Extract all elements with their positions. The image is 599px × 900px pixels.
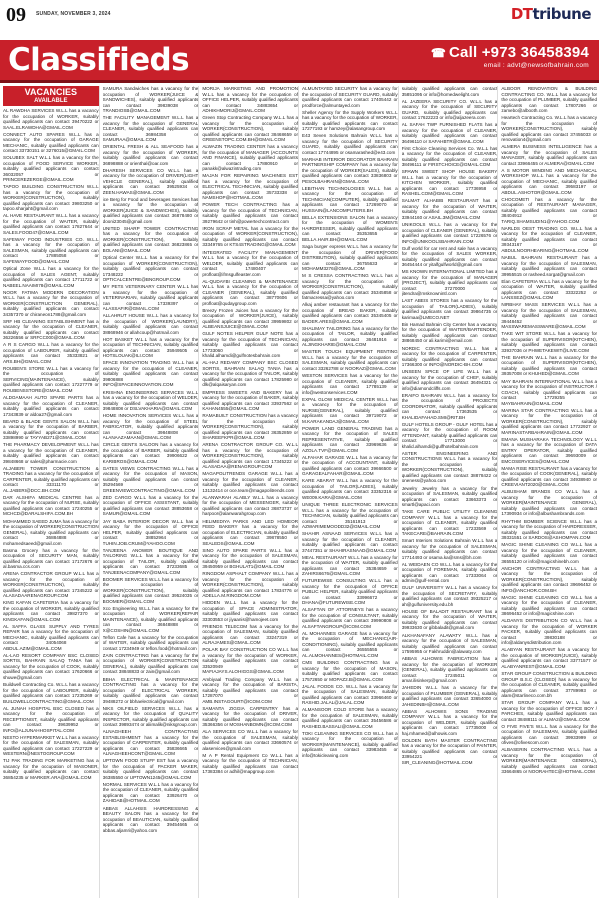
classified-ad: HOUSE OF BALADIT RESTAURANT has a vacancy for the occupation of WAITER, suitably qualified applicants can contact 39933630 or gibbaladit@gmail.com [401,608,498,631]
classified-ad: ALDOAMAAH AUTO SPARE PARTS has a vacancy for the occupation of CLEANER, suitably qualified applicants can contact 17343839 or aldoa27@gmail.com [3,395,99,417]
classified-ad: DHARESH SERVICES CO W.L.L has a vacancy for the occupation of DRIVER(LIGHT VEHICLE GENERAL), suitably qualified applicants can contact 39525934 or ZEEN.HAWAS@GMAIL.COM [102,167,199,195]
classified-ad: MAGIC SHINE CLEANING CO W.L.L has a vacancy for the occupation of CLEANER, suitably qualified applicants can contact 38696452 or info@magicshine.com [501,594,598,617]
classified-ad: SAMURA Sandwiches has a vacancy for the occupation of WORKER(JUICE & SANDWICHES), suitably qualified applicants can contact 39839038 or TRANDIOSB@GMAIL.COM [102,86,199,113]
classified-ad: Smart Interiors Solutions Bahrain W.L.L has a vacancy for the occupation of SALESMAN, suitably qualified applicants can contact 17714493 or osama.ka@sms@bh.com [401,538,498,560]
classified-ad: KARE ABARAT W.L.L has a vacancy for the occupation of TAILOR(LADIES), suitably qualified applicants can contact 33352316 or WE009.KARA@GMAIL.COM [302,478,398,500]
classified-ad: BBHA ELECTRICAL & MAINTENANCE CONTRACTING has a vacancy for the occupation of ELECTRICAL WORKER, suitably qualified applicants can contact 39488272 or bbhaelectrical@gmail.com [102,676,199,704]
classified-ad: ALDANYS DISTRIBUTION CO W.L.L has a vacancy for the occupation of WORKER PACKER, suitably qualified applicants can contact 39830188 or info@aldanysdistribution.com [501,618,598,646]
classified-ad: BOOMER SERVICES W.L.L has a vacancy for the occupation of WORKER(CONSTRUCTION), suitably qualified applicants can contact 39524035 or BOOMER@GMAIL.COM [102,576,199,604]
classified-ad: BELLA EXTENSIONS SALON has a vacancy for the occupation of WOMEN'S HAIRDRESSER, suitably qualified applicants can contact 35353655 or BELLA.HAIR.BH@GMAIL.COM [302,214,398,242]
classified-ad: ALWAZIN TRADING CENTER has a vacancy for the occupation of MANAGER (ACCOUNTS AND FINANCE), suitably qualified applicants can contact 17880910 or panakk@alwazintrading.com [202,144,299,172]
classified-ad: AL JUNAH HOSPITAL BSC CLOSED has a vacancy for the occupation of RECEPTIONIST, suitably qualified applicants can contact 39639952 or INFO@ALJUNAHHOSPITAL.COM [3,705,99,733]
classified-ad: GULF UNIVERSITY W.L.L has a vacancy for the occupation of SECRETARY, suitably qualified applicants can contact 39325217 or ah@gulfuniversity.edu.bh [401,585,498,607]
classified-ad: NIRBHAY MASS SERVICES W.L.L has a vacancy for the occupation of SALESMAN, suitably qualified applicants can contact 39448452 or MASSWAREMASSWARE@GMAIL.COM [501,302,598,330]
classified-ad: TOKI CLEANING SERVICES CO W.L.L has a vacancy for the occupation of WORKER(MAINTENANCE), suitably qualified applicants can contact 33983455 or info@tokicleaning.com [302,730,398,758]
classified-ad: CHOCOMETI has a vacancy for the occupation of RESTAURANT MANAGER, suitably qualified applicants can contact 38404912 or TARIQ.SHAMSUDIN1@YAHOO.COM [501,196,598,224]
classified-ad: NORMAL SERVICES W.L.L has a vacancy for the occupation of CLEANER, suitably qualified applicants can contact 33926470 or ZAHIDAB@HOTMAIL.COM [102,781,199,804]
classified-ad: MS KNOWN INTERNATIONAL LIMITED has a vacancy for the occupation of MANAGER (PROJECT), suitably qualified applicants can contact 37270000 or jitendra@msknownintl.com [401,269,498,297]
classified-ad: CONNECT AUTO SPARES W.L.L has a vacancy for the occupation of GARAGE MECHANIC, suitably qualified applicants can contact 33730151 or 3276015@GMAIL.COM [3,131,99,154]
classified-ad: THE FACILITY MANAGEMENT W.L.L has a vacancy for the occupation of GENERAL CLEANER, suitably qualified applicants can contact 36984358 or SAMURAA@GMAIL.COM [102,115,199,143]
classified-ad: EXPAL GLOW MEDICAL CENTER W.L.L has a vacancy for the occupation of NURSE(GENERAL), suitably qualified applicants can contact 39719072 or M.KARAKANDAJ@GMAIL.COM [302,396,398,424]
classified-ad: ASTER ENGINEERING AND CONSTRUCTIONS W.L.L has a vacancy for the occupation of WORKER(CONSTRUCTION), suitably qualified applicants can contact 38878422 or oneness@yahoo.com [401,450,498,484]
classified-ad: SHAHIR ASNAAD SERVICES W.L.L has a vacancy for the occupation of CLEANER, suitably qualified applicants can contact 37447351 or SHAHIRASNAAD@GMAIL.COM [302,531,398,553]
classified-ad: Alkaj amber restaurant has a vacancy for the occupation of BREAD BAKER, suitably qualified applicants can contact 35345405 or BADER.ARES@GMAIL.COM [302,302,398,324]
banner-title: Classifieds [8,42,190,78]
classified-ad: Bin Hamad Bahrain City Center has a vacancy for the occupation of WAITER/BARTENDER, suitably qualified applicants can contact 38868450 or ali.karimi@email.com [401,321,498,344]
classified-ad: ABBAS ALHOWIS SONS TRADING COMPANY W.L.L has a vacancy for the occupation of WELDER, suitably qualified applicants can contact 17735000 or haj.mhamed@alhowis.com [401,708,498,736]
classified-ad: HELIMEDIYA PARKS AND LED HOMEOR FEED BAKERY has a vacancy for the occupation of ELECTRICIAN, suitably qualified applicants can contact 39878550 or SEALEDS@GMAIL.COM [202,518,299,546]
classified-ad: STAR GROUP COMPANY W.L.L has a vacancy for the occupation of OFFICE BOY / PARCHES, suitably qualified applicants can contact 38488111 or ALMA2@GMAIL.COM [501,700,598,722]
classified-ad: AL RAWDHA SERVICES W.L.L has a vacancy for the occupation of WORKER, suitably qualified applicants can contact 39470222 or SAAL.ELRAWDHA@GMAIL.COM [3,108,99,130]
classified-ad: TAKE CARE PUBLIC UTILITY CLEANING COMPANY W.L.L has a vacancy for the occupation of CLEANER, suitably qualified applicants can contact 17233569 or TAKECARE@BAHRAIN.COM [401,509,498,537]
classified-ad: Xco Engineering W.L.L has a vacancy for the occupation of WORKER(REPAIR MAINTENANCE), suitably qualified applicants can contact 36848888 or X@COSHIN@GMAIL.COM [102,605,199,633]
classified-ad: POWER LAND GENERAL TRADING has a vacancy for the occupation of SALES REPRESENTATIVE, suitably qualified applicants can contact 33969636 or AZOLA.TVF@GMAIL.COM [302,425,398,453]
classified-ad: SOLUBEX SALT W.L.L has a vacancy for the occupation of FOOD SERVICE WORKER, suitably qualified applicants can contact 36032057 or PRINCEREZERGE@GMAIL.COM [3,155,99,183]
classified-ad: ALMANSOOR COLD STORE has a vacancy for the occupation of SALESMAN, suitably qualified applicants can contact 35456586 or RASHED.BASSALI@GMAIL.COM [302,707,398,729]
classified-ad: MAGAPOLITRENDS GARAGE W.L.L has a vacancy for the occupation of CLEANER, suitably qualified applicants can contact 13132414 or oce.team@magapolitrends.com [202,471,299,493]
classified-ad: MARINA STAR CONTRACTING W.L.L has a vacancy for the occupation of WORKER(CONSTRUCTION), suitably qualified applicants can contact 17722927 or MARINASTARBAHRAIN@GMAIL.COM [501,407,598,435]
classified-ad: UNIQUE THREE ELECTRONIC SERVICES W.L.L has a vacancy for the occupation of TECHNICIAN, suitably qualified applicants can contact 35161913 or AZWARIMEMOODD32@GMAIL.COM [302,502,398,529]
classified-ad: AL WEIDAEN CO W.L.L has a vacancy for the occupation of FOREMAN, suitably qualified applicants can contact 17333064 or admin@gulf-rental.com [401,561,498,584]
classified-ad: GOLDEN BATH MASTER CONTRACTING has a vacancy for the occupation of PAINTER, suitably qualified applicants can contact 33954221 or SIR_CLEANING@HOTMAIL.COM [401,737,498,765]
masthead-name: tribune [532,5,591,23]
classified-ad: Basma Grocery has a vacancy for the occupation of SECURITY MAN, suitably qualified applicants can contact 17172676 or al.basma.ccs.com [3,547,99,570]
classified-ad: A S MOTOR WINDING AND MECHANICAL WORKSHOP W.L.L has a vacancy for the occupation of MECHANIC, suitably qualified applicants can contact 39583197 or ABDUL.ASHOTOR@GMAIL.COM [501,167,598,195]
classified-ad: SINO AUTO SPARE PARTS W.L.L has a vacancy for the occupation of SALESMAN, suitably qualified applicants can contact 39450959 or BGHULAT1@GMAIL.COM [202,547,299,570]
classified-ad: JAY BABA INTERIOR DECOR W.L.L has a vacancy for the occupation of OFFICE HELPER, suitably qualified applicants can contact 38852964 or TUHIN.JOB.CRUM@YAHOO.COM [102,518,199,546]
listing-column [501,86,597,898]
classified-ad: MOHAMMED SAEED JUMA has a vacancy for the occupation of WORKER(CONSTRUCTION GENERAL), suitably qualified applicants can contact 36884888 or mohamedsaeed@gmail.com [3,518,99,546]
classified-ad: ALABYAN RESTAURANT has a vacancy for the occupation of WORKER(JUICE), suitably qualified applicants can contact 33771577 or ALABYANREST@GMAIL.COM [501,647,598,669]
classified-ad: SHALIMAY TAILORING has a vacancy for the occupation of TAILOR, suitably qualified applicants can contact 36481916 or ALJINGKHARIE@GMAIL.COM [302,325,398,348]
classified-ad: THE PHARMACY DEVELOPMENT W.L.L has a vacancy for the occupation of CLEANER, suitably qualified applicants can contact 39848668 or sales@pharmacie.com [3,442,99,464]
classified-ad: MARHAB INTERIOR DECORATOR BAHRAIN PARTNERSHIP COMPANY has a vacancy for the occupation of WORKER(SALES), suitably qualified applicants can contact 33836803 or PESOLBAHRAIN@GMAIL.COM [302,156,398,184]
classified-ad: AL SAFAH TWP FURNISHED FLATS has a vacancy for the occupation of CLEANER, suitably qualified applicants can contact 36496110 or SAFAHBTR@GMAIL.COM [401,122,498,144]
classified-ad: EMPRESS SWEETS AND BAKERY has a vacancy for the occupation of BAKER, suitably qualified applicants can contact 33937562 or KAHAN4555@GMAIL.COM [202,389,299,412]
classified-ad: ALJABERI TOWER CONSTRUCTION & TRADING has a vacancy for the occupation of CARPENTER, suitably qualified applicants can contact 33311170 or AL.JABERI@DCC.BH.COM [3,465,99,493]
classified-ad: NOOR FATIMA MODERN DECORATION W.L.L has a vacancy for the occupation of WORKER(CONSTRUCTION GENERAL), suitably qualified applicants can contact 34357370 or chiraneon1788@gmail.com [3,289,99,317]
classified-ad: GULF HOTELS GROUP - GULF HOTEL has a vacancy for the occupation of ROOM ATTENDANT, suitably qualified applicants can contact 17713000 or khalid.alhamdi@gulfhotelbahrain.com [401,421,498,449]
classified-ad: CMS BUILDING CONTRACTING has a vacancy for the occupation of MASON, suitably qualified applicants can contact 17572650 or MOPAZ2.B@GMAIL.COM [302,660,398,682]
classified-ad: IRON SCRAP METAL has a vacancy for the occupation of WORKER(CONSTRUCTION), suitably qualified applicants can contact 33349765 or KTS4STRADING@GMAIL.COM [202,225,299,248]
classified-ad: FRIENDS TELECOM has a vacancy for the occupation of SALESMAN, suitably qualified applicants can contact 33247319 or ALRAJAMES@GMAIL.COM [202,623,299,646]
classified-ad: MEAL RESTAURANT W.L.L has a vacancy for the occupation of WAITER, suitably qualified applicants can contact 35384659 or ZAHIRS6676@GMAIL.COM [302,554,398,577]
classified-ad: SAFEWAY FOOD INDUSTRIES CO. W.L.L has a vacancy for the occupation of SALESMAN, suitably qualified applicants can contact 17885058 or SAFEWAYFOOD@GMAIL.COM [3,236,99,264]
classified-ad: ALSAFTAN OF ATTORNEYS has a vacancy for the occupation of CONSULTANT, suitably qualified applicants can contact 39990808 or ALSAFTANGROUP@ICOM.COM [302,607,398,629]
classified-ad: GATES VIEWS CONTRACTING W.L.L has a vacancy for the occupation of MASON, suitably qualified applicants can contact 35294569 or GREENVIEWCONTRACTING@GMAIL.COM [102,465,199,493]
classified-ad: KRISHNA ENGINEERING SERVICES W.L.L has a vacancy for the occupation of WELDER, suitably qualified applicants can contact 39848808 or DSLVAKHARIA@GMAIL.COM [102,389,199,412]
classified-ad: KING KAFAN CAFETERIA has a vacancy for the occupation of WORKER, suitably qualified applicants can contact 39827370 or KINGKAFAN@GMAIL.COM [3,600,99,622]
classified-ad: DAR ALSHIFA MEDICAL CENTRE has a vacancy for the occupation of NURSE, suitably qualified applicants can contact 17240255 or MCHCD@DARALSHIFA.COM.BH [3,494,99,517]
classified-ad: UNIKOOLS W.L.L has a vacancy for the occupation of CLEANER (GENERAL), suitably qualified applicants can contact 17226576 or INFO@UNIKOOLSBAHRAIN.COM [401,222,498,244]
classified-ad: ZAIN CONTRACTING has a vacancy for the occupation of WORKER(CONSTRUCTION GENERAL), suitably qualified applicants can contact 38848833 or zain@gmail.com [102,652,199,675]
classified-ad: ABBAS ALLAHSIS HAIRDRESSING & BEAUTY SALON has a vacancy for the occupation of BEAUTICIAN, suitably qualified applicants can contact 39454665 or abbas.aljamri@yahoo.com [102,805,199,833]
classified-ad: Sheller Agency for the Supply Workers W.L.L has a vacancy for the occupation of WORKER, suitably qualified applicants can contact 17277193 or hamzey@alasangroup.com [302,109,398,132]
classified-ad: Heartech Contracting Co. W.L.L has a vacancy for the occupation of WORKER(CONSTRUCTION), suitably qualified applicants can contact 37455033 or renovation4@gmail.com [501,115,598,143]
classified-ad: MAGIC SHINE CLEANING CO W.L.L has a vacancy for the occupation of CLEANER, suitably qualified applicants can contact 36555120 or info@magicshinebh.com [501,542,598,564]
classified-ad: MAJAN FOR REPAIRING MACHINES EST has a vacancy for the occupation of ELECTRICAL TECHNICIAN, suitably qualified applicants can contact 35733338 or NAMSHOP@HOTMAIL.COM [202,173,299,201]
classified-ad: MAMA RISE RESTAURANT has a vacancy for the occupation of COOK(GENERAL), suitably qualified applicants can contact 34938940 or CREEVIANT2020@GMAIL.COM [501,465,598,488]
classified-ad: ALBOOR RENOVATION & BUILDING CONTRACTING CO. W.L.L has a vacancy for the occupation of PLUMBER, suitably qualified applicants can contact 17807266 or zamebo@albooth.com [501,86,598,113]
classified-ad: Breezy Frozen Juices has a vacancy for the occupation of WORKER(JUICE), suitably qualified applicants can contact 39959802 or ALBEANSJUICE@GMAIL.COM [202,307,299,330]
vacancies-header [3,86,99,106]
classified-ad: ALNAGHEEH CONTRACTING ESTABLISHMENT has a vacancy for the occupation of CARPENTER, suitably qualified applicants can contact 35836665 or ALNAGHEEHCONT@GMAIL.COM [102,729,199,757]
classified-ad: POLAR BAY CONSTRUCTION CO W.L.L has a vacancy for the occupation of WORKER, suitably qualified applicants can contact 33520949 or MAFIAJAYS.ALOHIGGS@GMAIL.COM [202,647,299,675]
vacancies-title: VACANCIES [24,87,77,97]
classified-ad: FUTUREWISE CONSULTING W.L.L has a vacancy for the occupation of OFFICE PUBLIC HELPER, suitably qualified applicants can contact 33996672 or DHANA@FUTUREWISE.COM [302,578,398,606]
classified-ad: AL-QUDAYBI CLEANING & MAINTENANCE W.L.L has a vacancy for the occupation of CLEANER (GENERAL), suitably qualified applicants can contact 38770606 or profloat@qudaygroup.com [202,278,299,306]
listing-column [202,86,299,898]
classified-ad: UNITED SHARP TOWER CONTRACTING has a vacancy for the occupation of WORKER(CONSTRUCTION), suitably qualified applicants can contact 36823865 or BOLANI@GMAIL.COM [102,225,199,253]
classified-ad: NABUL BAHRAIN RESTAURANT has a vacancy for the occupation of SALESMAN, suitably qualified applicants can contact 39955515 or rasheed.sorgat@gmail.com [501,255,598,277]
classified-ad: LEBITHAN TECHNOLOGIES W.L.L has a vacancy for the occupation of TECHNICIAN(COMPUTER), suitably qualified applicants can contact 17269070 or HUSSAIN@LANCOMPUTERS.BH [302,185,398,213]
classified-ad: ABBAS ALHOWIS FABRICATION has a vacancy for the occupation of WORKER (GENERAL), suitably qualified applicants can contact 17245011 or amar.ilisinkerp@gmail.com [401,656,498,684]
classified-ad: STAR GROUP CONSTRUCTION & BUILDING GROUP B.S.C (CLOSED) has a vacancy for the occupation of CLEANER, suitably qualified applicants can contact 37789993 or alam@starlineco.com.bh [501,671,598,699]
classifieds-banner [0,40,599,80]
classified-ad: Elan CAFETERIA W.L.L has a vacancy for the occupation of WAITER, suitably qualified applicants can contact 33322252 or LANSSEZ@GMAIL.COM [501,278,598,301]
classified-ad: E43 Seven Solutions Bahrain W.L.L has a vacancy for the occupation of SECURITY GUARD, suitably qualified applicants can contact 17744895 or osamarashed@e43.com [302,133,398,155]
classified-ad: ALA SERVICES CO W.L.L has a vacancy for the occupation of SALESMAN, suitably qualified applicants can contact 33660574 or alaservices@gmail.com [202,729,299,751]
classified-ad: AL-LAO RESORT COMPANY BSC CLOSED SORTIS, BAHRAIN SALAQ TANIA has a vacancy for the occupation of COOK, suitably qualified applicants can contact 17620666 or shuwe@gmail.com [3,652,99,680]
classified-ad: BEARD & BLADE GENTS SALON W.L.L has a vacancy for the occupation of BARBER, suitably qualified applicants can contact 33898990 or TAYYAB271@GMAIL.COM [3,418,99,441]
classified-ad: UPTOWN FOOD STUFF EST has a vacancy for the occupation of PACKER MAKER, suitably qualified applicants can contact 36385550 or UPTOWN1245@GMAIL.COM [102,758,199,780]
classified-ad: ARENA CONTRACTOR GROUP W.L.L has a vacancy for the occupation of WORKER(CONSTRUCTION), suitably qualified applicants can contact 17345222 or ALASADAARENAGROUP.COM [3,571,99,599]
classified-ad: SPACE INNOVATION TRADING W.L.L has a vacancy for the occupation of CLEANER, suitably qualified applicants can contact 39806888 or INFO@SPACEINNOVATION.COM [102,360,199,388]
classified-ad: Buildwell Contracting Co. W.L.L has a vacancy for the occupation of LABOURER, suitably qualified applicants can contact 17235269 or BUILDWELLCONTRACTING@GMAIL.COM [3,682,99,704]
classified-ad: suitably qualified applicants can contact 35851095 or info@homedwelight.com [401,86,498,97]
classified-ad: TAPOO BUILDING CONSTRUCTION W.L.L has a vacancy for the occupation of WORKER(CONSTRUCTION), suitably qualified applicants can contact 39803250 or tapoo.sharjaht@gmail.com [3,184,99,212]
listing-column [302,86,399,898]
classified-ad: ALLAHRUT HOUSE W.L.L has a vacancy for the occupation of WORKER(LAUNDRY), suitably qualified applicants can contact 38868946 or allahcoup@hotmail.com [102,313,199,335]
classified-ad: Teflon Cafe has a vacancy for the occupation of WAITER, suitably qualified applicants can contact 17234949 or teflon.food@hotmail.com [102,634,199,651]
classified-ad: MAY BAHRAIN INTERNATIONAL W.L.L has a vacancy for the occupation of INSTRUCTOR / COACH, suitably qualified applicants can contact 17729255 or MAYBAHRAIN@GMAIL.COM [501,378,598,406]
classified-ad: ALANWARAH ALABLY W.L.L has a vacancy for the occupation of MESSENGER, suitably qualified applicants can contact 36873737 or harpoor@alanwarahgroup.com [202,494,299,517]
classified-ad: Gulf world for car rent and sale has a vacancy for the occupation of SALES WORKER, suitably qualified applicants can contact 36454444 or yitalfgulfworld@gmail.com [401,245,498,268]
call-line [431,44,589,61]
classified-ad: NIKS OILFIELD SERVICES W.L.L has a vacancy for the occupation of QUALITY INSPECTOR, suitably qualified applicants can contact 39893474 or aliimalik@niksgroup.com [102,705,199,728]
page-number: 09 [6,4,26,26]
classified-ad: ALBUSHAM BRANDS CO W.L.L has a vacancy for the occupation of WORKER(MAINTENANCE GENERAL), suitably qualified applicants can contact 17390934 or info@albushambrands.com [501,489,598,517]
classified-ad: ALMUNTAYED SECURITY has a vacancy for the occupation of SECURITY GUARD, suitably qualified applicants can contact 17405442 or prodforce@almuntayed.com [302,86,398,108]
classified-ad: ORIENTAL FRESH & ALL SEAFOOD has a vacancy for the occupation of WORKER, suitably qualified applicants can contact 36898888 or orienthal@oar.com [102,144,199,166]
classified-ad: POWER TECH CONTRACTING has a vacancy for the occupation of TECHNICIAN, suitably qualified applicants can contact 39279642 or tinh@powertechcontract.com [202,202,299,224]
classified-ad: GULF NOTES HELPER GULF NOTE has a vacancy for the occupation of TECHNICIAN, suitably qualified applicants can contact 17733060 or khalid.alhamdi@gulfnotesbahrain.com [202,331,299,359]
classified-ad: ALFAHAR GARAGE W.L.L has a vacancy for the occupation of ACCOUNTANT, suitably qualified applicants can contact 39666500 or GARAGEALFAHAR@GMAIL.COM [302,454,398,477]
listing-column [103,86,200,898]
classified-ad: TAKE WIT STORE W.L.L has a vacancy for the occupation of SUPERVISOR(KITCHEN), suitably qualified applicants can contact 33937036 or PHWETAKEWIT@LIVE.COM [501,331,598,353]
classified-ad: ZED CARGO W.L.L has a vacancy for the occupation of OFFICE ASSISTANT, suitably qualified applicants can contact 38853658 or SAMUR@GMAIL.COM [102,494,199,517]
classified-ad: INTEGRATED FACILITY MANAGEMENT W.L.L has a vacancy for the occupation of WELDER, suitably qualified applicants can contact 17480407 or profloat@ifmsgulfeaster.com [202,249,299,277]
classified-ad: NARLDS OEST TRADING CO. W.L.L has a vacancy for the occupation of CLEANER, suitably qualified applicants can contact 39343167 or ABDULNOORHEARING@HOTMAIL.COM [501,225,598,253]
classified-ad: Ambiyaal Trading Company W.L.L has a vacancy for the occupation of BARISTA, suitably qualified applicants can contact 17287070 or AMB.INSTAGOURT@ICOM.COM [202,676,299,704]
classified-ad: RINGDOM ASPHALT COMPANY W.L.L has a vacancy for the occupation of WORKER(CONSTRUCTION), suitably qualified applicants can contact 17834776 or ADELLA.M.RINGDOM.COM [202,571,299,599]
classified-ad: JALAL FOODS CO. W.L.L has a vacancy for the occupation of SALESMAN, suitably qualified applicants can contact 33966460 or RASHID.JALAL@JALAL.COM [302,683,398,706]
listing-column [402,86,499,898]
classified-ad: ROUBEN'S STORE W.L.L has a vacancy for the occupation of SERVICING(MAINTENANCE), suitably qualified applicants can contact 17227779 or ROUBENSSTORE@GMAIL.COM [3,365,99,393]
classified-ad: NORDIC CONTRACTING W.L.L has a vacancy for the occupation of CARPENTER, suitably qualified applicants can contact 17366300 or INFO@NORDIC-BH.COM [401,345,498,368]
classified-ad: SRF HB CLEANING ESTABLISHMENT has a vacancy for the occupation of CLEANER, suitably qualified applicants can contact 36226556 or SRFCC000@GMAIL.COM [3,318,99,341]
classified-ad: SAMANTA ZIGGIA CARPENTRY has a vacancy for the occupation of DRIVER, suitably qualified applicants can contact 35366356 or MOSHANBOMN@ICOM.COM [202,705,299,728]
classified-ad: First Choice Cleaning Services Co. W.L.L has a vacancy for the occupation of CLEANER, suitably qualified applicants can contact 38496111 or FIRSTCHOICE@GMAIL.COM [401,145,498,168]
classified-ad: TIJ PAK TRADING FOR MARKETING has a vacancy for the occupation of MASONER, suitably qualified applicants can contact 36854235 or MARKER.ARA@GMAIL.COM [3,758,99,780]
classified-ad: ALMERA BUSINESS INTELLIGENCE has a vacancy for the occupation of SALES MANAGER, suitably qualified applicants can contact 33966455 or ALMERA@GMAIL.COM [501,144,598,166]
classified-ad: EMANA MUSHARAKA TECHNOLOGY W.L.L has a vacancy for the occupation of DATA ENTRY OPERATOR, suitably qualified applicants can contact 39693009 or EMCOSERVICES@GMAIL.COM [501,436,598,464]
classified-ad: RAMABUILT CONSTRUCTION has a vacancy for the occupation of WORKER(CONSTRUCTION), suitably qualified applicants can contact 36352859 or SHAREEFKPR@GMAIL.COM [202,413,299,441]
classified-ad: M S CRESSA CONTRACTING W.L.L has a vacancy for the occupation of WORKER(CONSTRUCTION), suitably qualified applicants can contact 35345858 or fatmacressa@yahoo.com [302,273,398,301]
classified-ad: AL MOHANNES GARAGE has a vacancy for the occupation of MECHANIC(AIR-CONDITIONING), suitably qualified applicants can contact 36555555 or AL.ALMOHANNES@HOTMAIL.COM [302,630,398,658]
classified-ad: MY PETS VETERINARY CENTER W.L.L has a vacancy for the occupation of VETERINARIAN, suitably qualified applicants can contact 17339397 or ALASSAFIR@GMAIL.COM [102,284,199,312]
masthead-prefix: DT [510,5,533,23]
classified-ad: CIRCLE GENTS SALOON has a vacancy for the occupation of BARBER, suitably qualified applicants can contact 39906622 or KARIBROS@GMAIL.COM [102,442,199,464]
classified-ad: TANJEENA ANOWER BOUTIQUE AND TAILORING W.L.L has a vacancy for the occupation of TAILOR, suitably qualified applicants can contact 37233685 or TANJEENACOMPANY@GMAIL.COM [102,547,199,575]
classified-ad: ALKHANAFANY ALAWATY W.L.L has a vacancy for the occupation of SALESMAN, suitably qualified applicants can contact 17595955 or Fakhruddin@alawaty.com [401,632,498,655]
classified-ad: WESTON SERVICES has a vacancy for the occupation of CLEANER, suitably qualified applicants can contact 17785139 or info@westonservices.COM [302,373,398,395]
classified-ad: A R S CARGO W.L.L has a vacancy for the occupation of LABOURER, suitably qualified applicants can contact 35333821 or ARS.BH@GMAIL.COM [3,342,99,364]
classified-ad: HOT BASKET W.L.L has a vacancy for the occupation of TECHNICIAN, suitably qualified applicants can contact 35949505 or HOTSLOUAK@ILI.COM [102,336,199,359]
classified-ad: Jewelry Jewelry has a vacancy for the occupation of SALESMAN, suitably qualified applicants can contact 33663373 or smartl@apaci.com [401,485,498,507]
issue-date: SUNDAY, NOVEMBER 3, 2024 [36,11,111,17]
vacancies-subtitle: AVAILABLE [34,98,68,104]
classified-ad: AL HAVE RESTAURANT W.L.L has a vacancy for the occupation of WAITER, suitably qualified applicants can contact 17827644 or SALES.FOOD47@GMAIL.COM [3,213,99,235]
classified-ad: HIDDEN W.L.L has a vacancy for the occupation of SPACE ADMINISTRATOR, suitably qualified applicants can contact 33303553 or jiyaanis@hamojeet.com [202,600,299,622]
banner-contact [431,44,589,69]
classified-ad: Green Stop Contracting Company W.L.L has a vacancy for the occupation of WORKER(CONSTRUCTION), suitably qualified applicants can contact 38468659 or GREENSTOPC.COM.BH@GMAIL.COM [202,115,299,143]
listing-column [3,86,100,898]
classified-ad: ice Berg for Food and beverages Services has a vacancy for the occupation of WORKER(JUICE & SANDWICHES), suitably qualified applicants can contact 36878480 or dooni23045@gmail.com [102,196,199,224]
classified-ad: RHYTHM BOMBER SCIENCE W.L.L has a vacancy for the occupation of HAIRDRESSER, suitably qualified applicants can contact 39331551 or SARDOS@ASHOMPAN.COM [501,518,598,540]
classified-ad: O FIVE FIVE'S W.L.L has a vacancy for the occupation of SALESMAN, suitably qualified applicants can contact 39933999 or ofives@ofivescom.com [501,723,598,746]
listings-columns [3,86,597,898]
classified-ad: ERAIFO BAHRAIN W.L.L has a vacancy for the occupation of PROJECTS COORDINATOR, suitably qualified applicants can contact 17363535 or KHALIDAFAHAD.SMI@RIT.BH [401,392,498,420]
classified-ad: ANCHOR CONTRACTING W.L.L has a vacancy for the occupation of WORKER(CONSTRUCTION), suitably qualified applicants can contact 39696452 or INFO@ANCHOR.COM.BH [501,565,598,593]
masthead-logo [511,5,591,23]
classified-ad: Optical Center W.L.L has a vacancy for the occupation of WORKER(CONSTRUCTION), suitably qualified applicants can contact 17348222 or OPTICALCENTRE@BNGROUP.COM [102,255,199,283]
classified-ad: Saga burger express W.L.L has a vacancy for the occupation of DRIVER(FOOD DISTRIBUTION), suitably qualified applicants can contact 36755633 or MOHAMM3276@GMAIL.COM [302,244,398,272]
classified-ad: THE BAHRAIN W.L.L has a vacancy for the occupation of SUPERVISOR(KITCHEN), suitably qualified applicants can contact 39357008 or KHUHED@GMAIL.COM [501,354,598,377]
classified-ad: M A P Rental Equipment Co W.L.L has a vacancy for the occupation of TECHNICIAN, suitably qualified applicants can contact 17383384 or adhil@mapgroup.com [202,752,299,775]
classified-ad: AL SAFFA GLASS SUPPLY AND TYRES REPAIR has a vacancy for the occupation of MECHANIC, suitably qualified applicants can contact 34054068 or ABDUL.AZIM@GMAIL.COM [3,623,99,651]
classified-ad: AL-HAJ REDAWY COMPANY BSC CLOSED SORTIS, BAHRAIN SALAQ TANIA has a vacancy for the occupation of TAILOR, suitably qualified applicants can contact 17825980 or dlk@alqaisaryan.com [202,360,299,388]
page-header [0,0,599,40]
classified-ad: UNSEEN SPICE OF LIFE W.L.L has a vacancy for the occupation of CHEF, suitably qualified applicants can contact 36494321 or info@diamondcliffs.com [401,369,498,391]
classified-ad: SALMAT ALHABIB RESTAURANT has a vacancy for the occupation of WAITER, suitably qualified applicants can contact 33944160 or ASAIL.3M@GMAIL.COM [401,198,498,220]
classified-ad: SPAWN SWEET SHOP HOUSE BAKERY W.L.L has a vacancy for the occupation of KITCHEN WORKER, suitably qualified applicants can contact 17736958 or RASHEL.COM@GMAIL.COM [401,169,498,197]
classified-ad: ARENA CONTRACTOR GROUP CO. W.L.L has a vacancy for the occupation of WORKER(CONSTRUCTION), suitably qualified applicants can contact 17345222 or ALASADAA@RENAGROUP.COM [202,442,299,470]
classified-ad: ALBASERIN CONTRACTING W.L.L has a vacancy for the occupation of WORKER(MAINTENANCE GENERAL), suitably qualified applicants can contact 33664865 or NOORAHTEC@HOTMAIL.COM [501,747,598,775]
classified-ad: MORIJA MARKETING AND PROMOTION W.L.L has a vacancy for the occupation of OFFICE HELPER, suitably qualified applicants can contact 34883654 or ADHIKHMORIJ@GMAIL.COM [202,86,299,113]
classified-ad: MASTER TOUCH EQUIPMENT RENTING W.L.L has a vacancy for the occupation of SALESMAN, suitably qualified applicants can contact 33262788 or NOORAZ@GMAIL.COM [302,349,398,371]
classified-ad: AL JAZEERA SECURITY CO. W.L.L has a vacancy for the occupation of SECURITY GUARD, suitably qualified applicants can contact 17622223 or info@aljazeera.com [401,98,498,121]
classified-ad: LAST ABEIS STORES has a vacancy for the occupation of TAILOR(LADIES), suitably qualified applicants can contact 39864735 or karimaa@LMECO.NET [401,298,498,320]
call-text: Call +973 36458394 [449,44,589,61]
classified-ad: Optical Zone W.L.L has a vacancy for the occupation of SALES AGENT, suitably qualified applicants can contact 17711722 or NABEEL.NAAIMI78@GMAIL.COM [3,266,99,288]
phone-icon: ☎ [430,46,447,60]
banner-email: email : advt@newsofbahrain.com [483,62,589,69]
classified-ad: JAHEDIN W.L.L has a vacancy for the occupation of PLUMBER (GENERAL), suitably qualified applicants can contact 33654000 or JAHEDINBH@GMAIL.COM [401,685,498,707]
classified-ad: NESTO HYPERMARKET W.L.L has a vacancy for the occupation of SALESMAN, suitably qualified applicants can contact 17227229 or WESTERN@NESTOGROUP.COM [3,734,99,757]
banner-divider [0,80,599,83]
classified-ad: HOME INNOVATION SERVICES W.L.L has a vacancy for the occupation of STEEL FABRICATOR, suitably qualified applicants can contact 39848808 or ALANAAZAMAAN@GMAIL.COM [102,413,199,441]
